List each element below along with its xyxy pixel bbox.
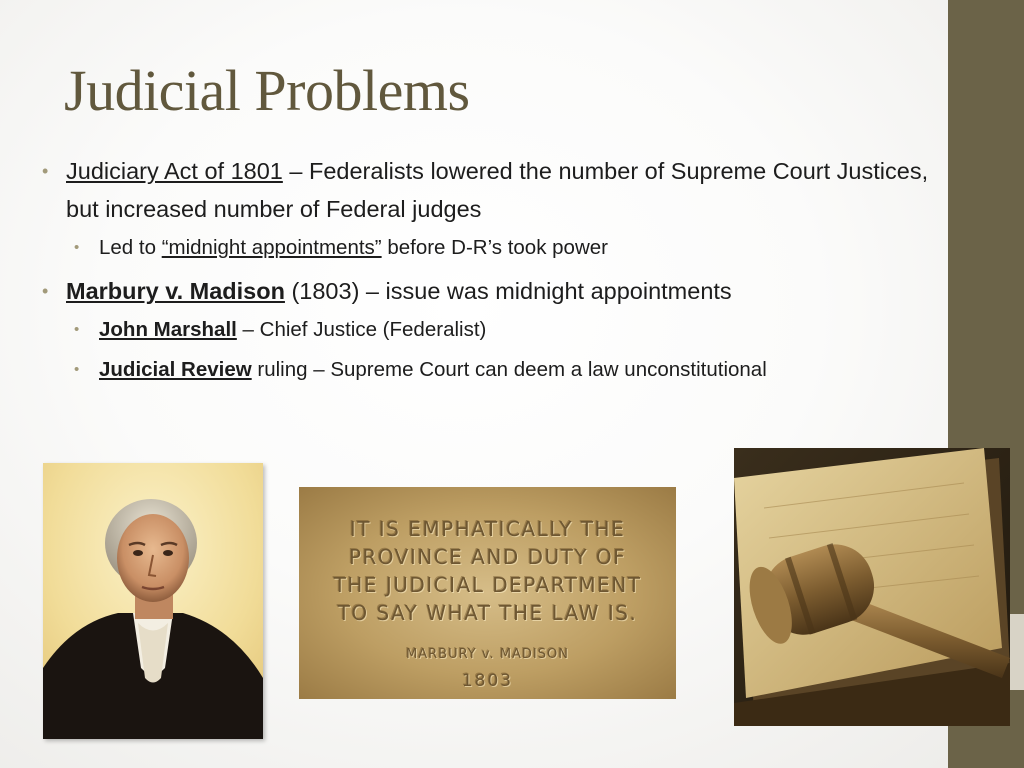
sub-bullet-text: before D-R’s took power [381, 236, 608, 259]
midnight-appointments-link: “midnight appointments” [161, 236, 382, 259]
plaque-line: THE JUDICIAL DEPARTMENT [333, 573, 642, 597]
marbury-link: Marbury v. Madison [66, 278, 285, 304]
bullet-marker: • [74, 321, 80, 338]
plaque-line: TO SAY WHAT THE LAW IS. [337, 601, 638, 625]
right-accent-tab [1008, 614, 1024, 690]
sub-bullet-text: – Chief Justice (Federalist) [236, 318, 487, 341]
bullet-marker: • [42, 161, 49, 181]
plaque-line: IT IS EMPHATICALLY THE [349, 517, 626, 541]
bullet-text: – Federalists lowered the number of Supreme Court Justices, but increased number of Federal judges [66, 158, 929, 222]
plaque-line: PROVINCE AND DUTY OF [348, 545, 627, 569]
bullet-marker: • [74, 361, 80, 378]
bullet-marbury [40, 272, 940, 310]
slide-title: Judicial Problems [64, 58, 470, 123]
slide-content [40, 152, 940, 394]
plaque-year: 1803 [461, 671, 514, 691]
bullet-judiciary-act [40, 152, 940, 228]
bullet-marker: • [42, 281, 49, 301]
sub-bullet-prefix: Led to [99, 236, 162, 259]
plaque-inscription [299, 515, 676, 627]
sub-bullet-text: ruling – Supreme Court can deem a law unconstitutional [251, 358, 767, 381]
plaque-case-name: MARBURY v. MADISON [406, 647, 569, 662]
bullet-marker: • [74, 239, 80, 256]
john-marshall-portrait [43, 463, 263, 739]
judicial-review-link: Judicial Review [99, 358, 252, 381]
bullet-text: (1803) – issue was midnight appointments [284, 278, 732, 304]
john-marshall-link: John Marshall [99, 318, 237, 341]
gavel-image [734, 448, 1010, 726]
sub-bullet-midnight [40, 232, 940, 264]
judiciary-act-link: Judiciary Act of 1801 [66, 158, 283, 184]
sub-bullet-judicial-review [40, 354, 940, 386]
marbury-quote-plaque [299, 487, 676, 699]
sub-bullet-marshall [40, 314, 940, 346]
